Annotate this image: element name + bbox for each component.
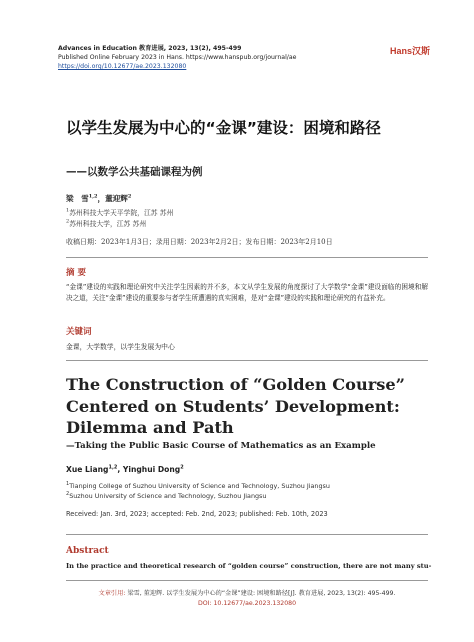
zh-keywords-heading: 关键词 — [66, 327, 92, 337]
citation-text: 梁雪, 董迎辉. 以学生发展为中心的“金课”建设: 困境和路径[J]. 教育进展, 2023, 13(2): 495-499. — [125, 590, 396, 597]
zh-subtitle: ——以数学公共基础课程为例 — [66, 166, 203, 178]
zh-abstract-heading: 摘 要 — [66, 268, 86, 278]
zh-keywords: 金课，大学数学，以学生发展为中心 — [66, 343, 175, 351]
published-line: Published Online February 2023 in Hans. https://www.hanspub.org/journal/ae — [58, 54, 297, 61]
en-author-2-sup: 2 — [180, 464, 184, 471]
en-subtitle: —Taking the Public Basic Course of Mathematics as an Example — [66, 441, 376, 451]
citation-doi[interactable]: DOI: 10.12677/ae.2023.132080 — [197, 599, 297, 607]
zh-affil-1-sup: 1 — [66, 207, 70, 214]
en-abstract-text: In the practice and theoretical research of “golden course” construction, there are not many stu- — [66, 562, 432, 570]
en-title: The Construction of “Golden Course” Centered on Students’ Development: Dilemma and Path — [66, 375, 405, 437]
zh-author-sep: ， — [97, 194, 106, 203]
zh-affil-2: 苏州科技大学，江苏 苏州 — [69, 219, 147, 228]
en-affiliations — [66, 481, 330, 501]
zh-author-2-sup: 2 — [127, 193, 132, 200]
citation-label: 文章引用: — [98, 590, 126, 597]
en-authors — [66, 465, 184, 474]
zh-affil-1: 苏州科技大学天平学院，江苏 苏州 — [69, 209, 174, 217]
zh-authors — [66, 193, 131, 204]
en-author-1-sup: 1,2 — [108, 464, 118, 471]
zh-author-2: 董迎辉 — [105, 194, 128, 203]
en-author-1: Xue Liang — [66, 465, 109, 474]
divider-line — [66, 534, 428, 535]
hans-logo: Hans汉斯 — [389, 46, 430, 56]
citation-block — [66, 589, 428, 608]
zh-author-1: 梁 雪 — [66, 194, 89, 203]
doi-link[interactable]: https://doi.org/10.12677/ae.2023.132080 — [58, 63, 187, 70]
zh-dates: 收稿日期：2023年1月3日；录用日期：2023年2月2日；发布日期：2023年2月10日 — [66, 238, 333, 246]
en-abstract-heading: Abstract — [66, 546, 109, 556]
journal-meta — [58, 44, 296, 71]
en-author-2: Yinghui Dong — [122, 465, 181, 474]
en-affil-2-sup: 2 — [66, 490, 70, 497]
en-affil-1-sup: 1 — [66, 480, 70, 487]
zh-author-1-sup: 1,2 — [88, 193, 98, 200]
en-affil-2: Suzhou University of Science and Technology, Suzhou Jiangsu — [69, 492, 267, 500]
divider-line — [66, 360, 428, 361]
zh-abstract-text: “金课”建设的实践和理论研究中关注学生因素的并不多，本文从学生发展的角度探讨了大学数学“金课”建设面临的困境和解决之道，关注“金课”建设的重要参与者学生所遭遇的真实困难，是对“金课”建设的实践和理论研究的有益补充。 — [66, 283, 428, 302]
en-dates: Received: Jan. 3rd, 2023; accepted: Feb. 2nd, 2023; published: Feb. 10th, 2023 — [66, 510, 328, 518]
en-affil-1: Tianping College of Suzhou University of Science and Technology, Suzhou Jiangsu — [69, 482, 330, 490]
zh-affiliations — [66, 208, 173, 229]
en-author-sep: , — [117, 465, 123, 474]
divider-line — [66, 580, 428, 581]
zh-affil-2-sup: 2 — [66, 218, 70, 225]
divider-line — [66, 257, 428, 258]
journal-name-line: Advances in Education 教育进展, 2023, 13(2), 495-499 — [58, 45, 242, 52]
zh-title: 以学生发展为中心的“金课”建设：困境和路径 — [66, 119, 381, 137]
